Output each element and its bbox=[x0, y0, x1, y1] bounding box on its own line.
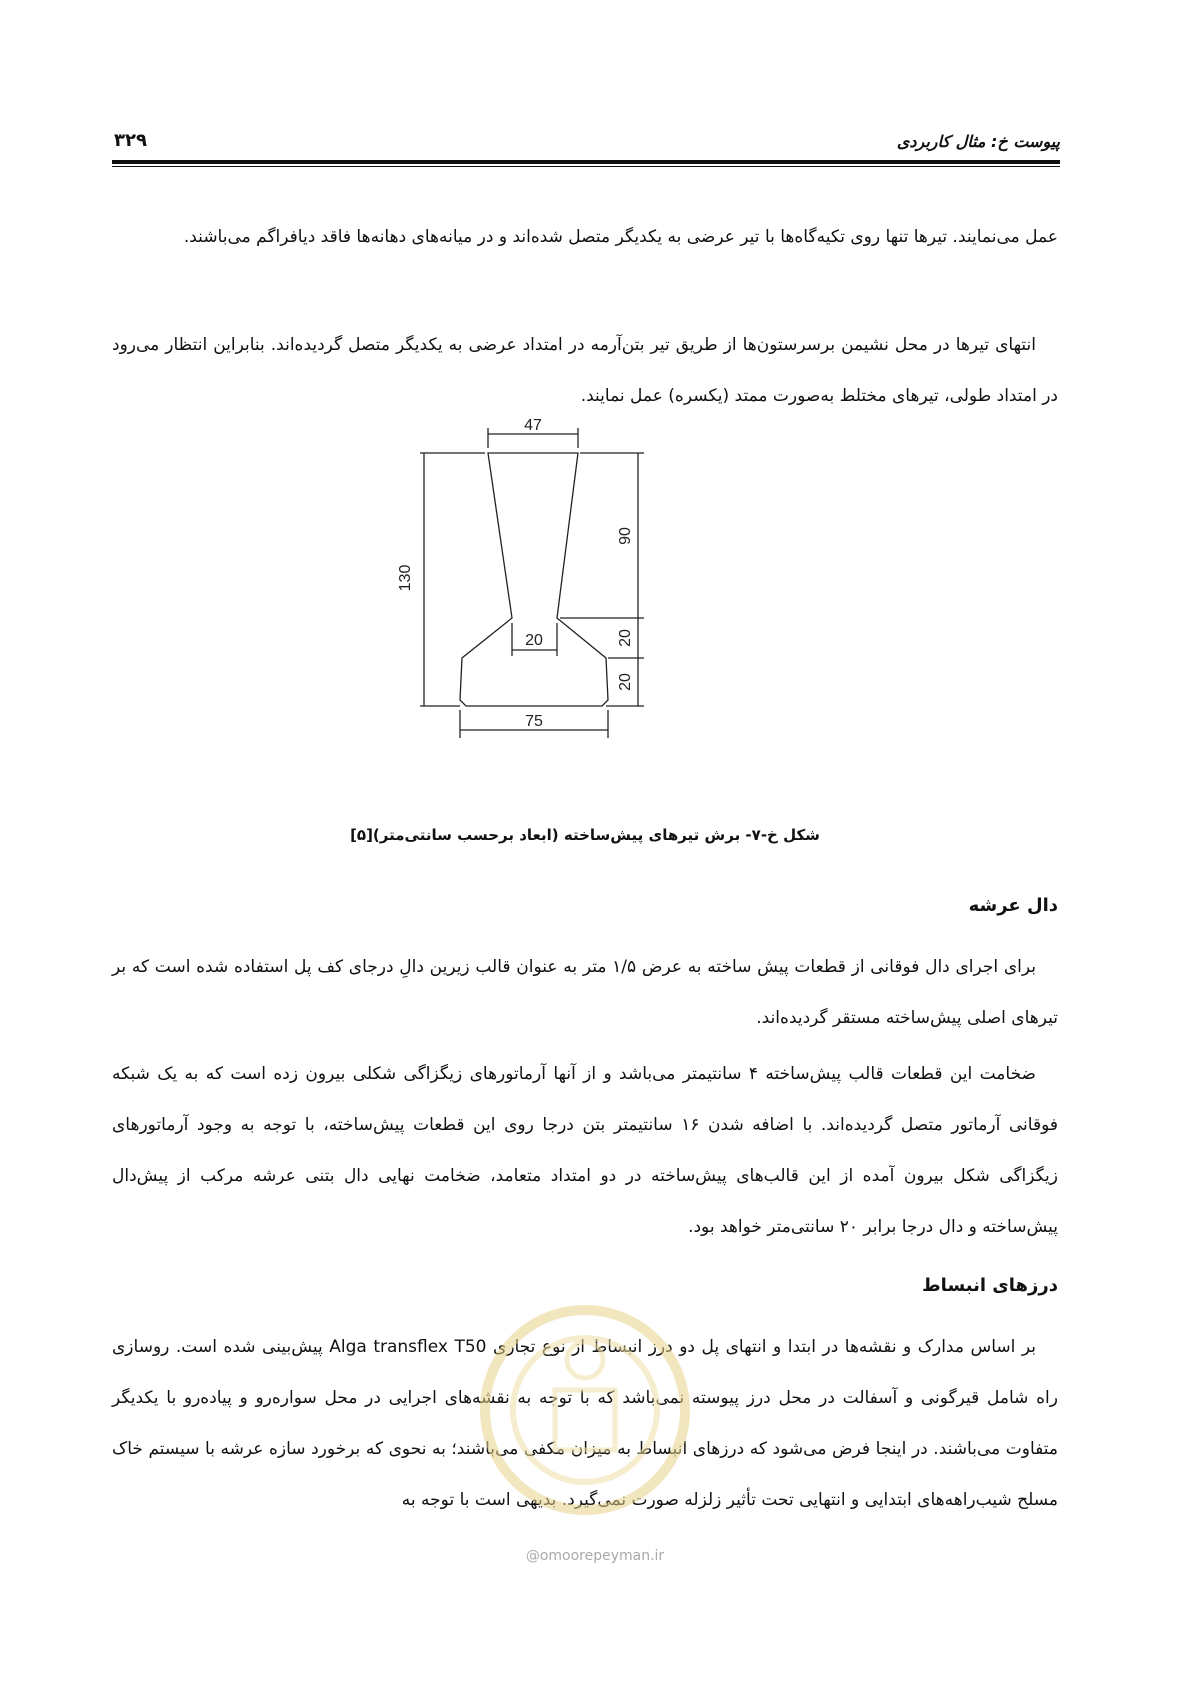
paragraph-4: ضخامت این قطعات قالب پیش‌ساخته ۴ سانتیمتر می‌باشد و از آنها آرماتورهای زیگزاگی شکلی بیرون زده است که به یک شبکه فوقانی آرماتور متصل گردیده‌اند. با اضافه شدن ۱۶ سانتیمتر بتن درجا روی این قطعات پیش‌ساخته، با توجه به وجود آرماتورهای زیگزاگی شکل بیرون آمده از این قالب‌های پیش‌ساخته در دو امتداد متعامد، ضخامت نهایی دال بتنی عرشه مرکب از پیش‌دال پیش‌ساخته و دال درجا برابر ۲۰ سانتی‌متر خواهد بود. bbox=[112, 1064, 1058, 1237]
watermark-logo bbox=[470, 1290, 700, 1550]
dim-flange2-label: 20 bbox=[617, 673, 634, 691]
dim-bottom-label: 75 bbox=[525, 713, 543, 730]
paragraph-1: عمل می‌نمایند. تیرها تنها روی تکیه‌گاه‌ها با تیر عرضی به یکدیگر متصل شده‌اند و در میانه‌های دهانه‌ها فاقد دیافراگم می‌باشند. bbox=[183, 227, 1058, 247]
dim-web-label: 90 bbox=[617, 527, 634, 545]
beam-outline bbox=[460, 453, 608, 706]
dim-top-label: 47 bbox=[524, 417, 542, 434]
dim-flange1-label: 20 bbox=[617, 629, 634, 647]
header-title: پیوست خ: مثال کاربردی bbox=[896, 132, 1060, 151]
heading-expansion-joints: درزهای انبساط bbox=[921, 1275, 1058, 1296]
beam-section-figure bbox=[397, 417, 740, 800]
dim-height-label: 130 bbox=[397, 564, 414, 592]
heading-deck-slab: دال عرشه bbox=[968, 895, 1058, 916]
paragraph-2: انتهای تیرها در محل نشیمن برسرستون‌ها از طریق تیر بتن‌آرمه در امتداد عرضی به یکدیگر متصل گردیده‌اند. بنابراین انتظار می‌رود در امتداد طولی، تیرهای مختلط به‌صورت ممتد (یکسره) عمل نمایند. bbox=[112, 335, 1058, 406]
dim-web-bottom-label: 20 bbox=[525, 632, 543, 649]
beam-section-drawing bbox=[397, 417, 740, 800]
page-header bbox=[112, 128, 1060, 160]
header-rule-thick bbox=[112, 160, 1060, 164]
paragraph-5: بر اساس مدارک و نقشه‌ها در ابتدا و انتهای پل دو درز انبساط از نوع تجاری Alga transflex T50 پیش‌بینی شده است. روسازی راه شامل قیرگونی و آسفالت در محل درز پیوسته نمی‌باشد که با توجه به نقشه‌های اجرایی در محل سواره‌رو و پیاده‌رو با یکدیگر متفاوت می‌باشند. در اینجا فرض می‌شود که درزهای انبساط به میزان مکفی می‌باشند؛ به نحوی که برخورد سازه عرشه با سیستم خاک مسلح شیب‌راهه‌های ابتدایی و انتهایی تحت تأثیر زلزله صورت نمی‌گیرد. بدیهی است با توجه به bbox=[112, 1337, 1058, 1510]
page-number: ۳۲۹ bbox=[114, 130, 147, 151]
figure-caption: شکل خ-۷- برش تیرهای پیش‌ساخته (ابعاد برحسب سانتی‌متر)[۵] bbox=[350, 826, 820, 844]
paragraph-3: برای اجرای دال فوقانی از قطعات پیش ساخته به عرض ۱/۵ متر به عنوان قالب زیرین دالِ درجای کف پل استفاده شده است که بر تیرهای اصلی پیش‌ساخته مستقر گردیده‌اند. bbox=[112, 957, 1058, 1028]
header-rule-thin bbox=[112, 166, 1060, 167]
watermark-site: @omoorepeyman.ir bbox=[525, 1548, 665, 1564]
watermark-gear-icon bbox=[470, 1290, 700, 1550]
